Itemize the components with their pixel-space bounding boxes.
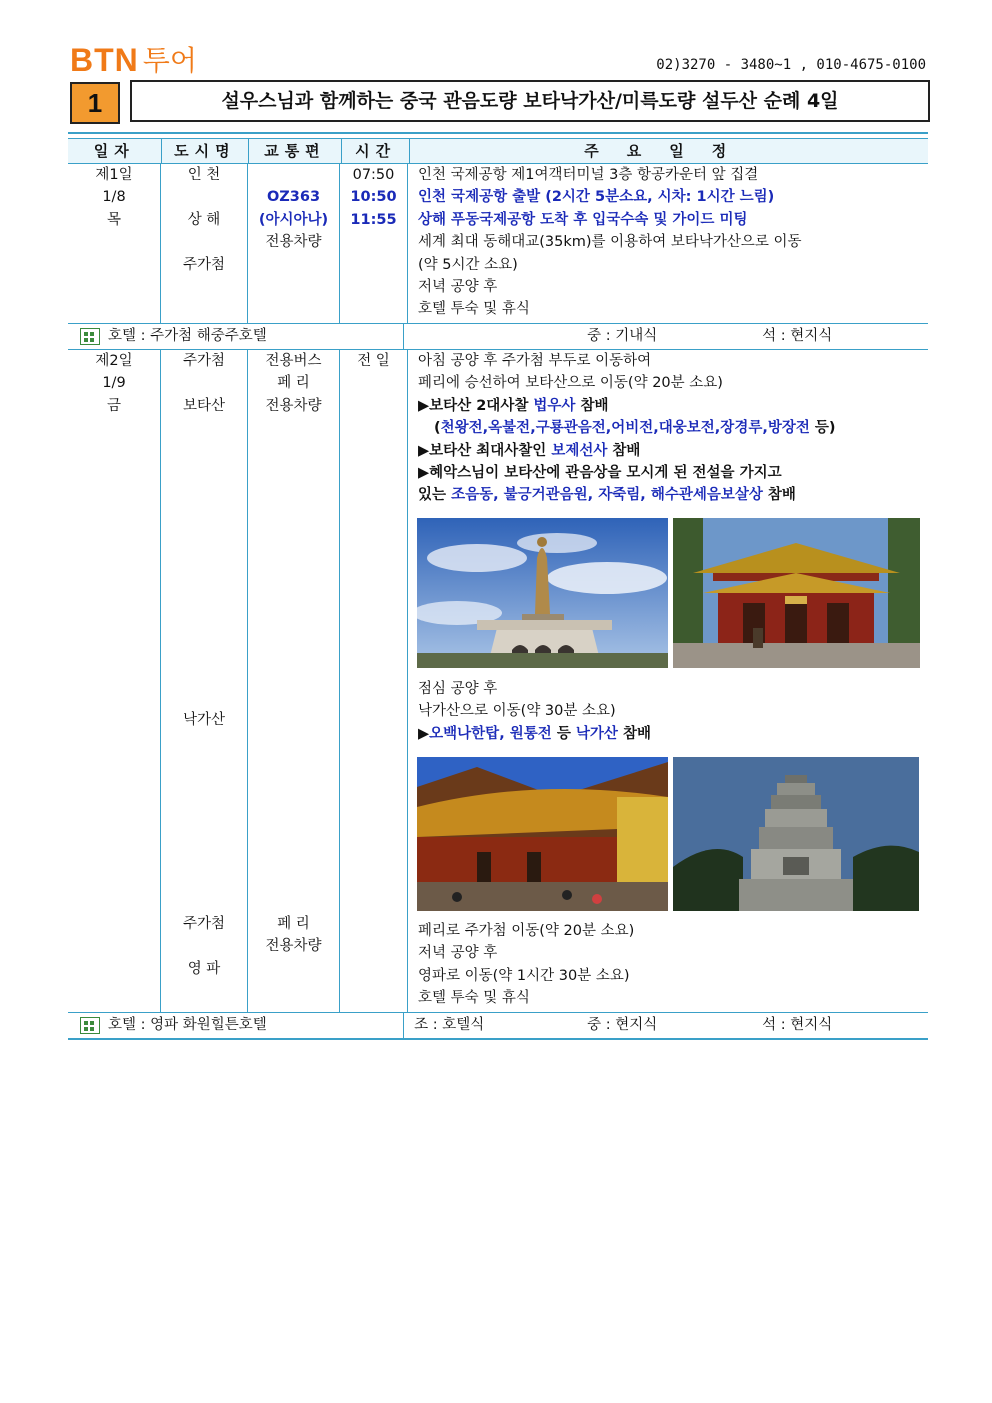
day2-meals-cell (404, 1013, 928, 1038)
logo-tour-text: 투어 (142, 44, 197, 77)
day1-hotel-row (68, 323, 928, 350)
pagoda-photo (673, 757, 919, 911)
temple-courtyard-photo (417, 757, 668, 911)
day1-vehicle: 전용차량 (265, 234, 322, 251)
day1-city-zhujiajian: 주가첨 (182, 256, 226, 273)
day1-row (68, 164, 928, 323)
day1-meal-lunch: 중 : 기내식 (587, 328, 658, 344)
itinerary-table (68, 132, 928, 1040)
header-date: 일자 (68, 139, 162, 163)
day2-date: 1/9 (102, 375, 126, 392)
day1-schedule-cell (408, 164, 928, 323)
contact-phone: 02)3270 - 3480~1 , 010-4675-0100 (656, 57, 926, 73)
day1-date: 1/8 (102, 189, 126, 206)
day1-city-cell (161, 164, 248, 323)
day2-label: 제2일 (95, 353, 133, 369)
day2-vehicle-2: 전용차량 (265, 938, 322, 954)
header-time: 시간 (342, 139, 411, 163)
day2-city-putuoshan: 보타산 (182, 397, 226, 414)
table-header (68, 139, 928, 164)
day1-weekday: 목 (106, 211, 121, 228)
day2-hotel: 호텔 : 영파 화원힐튼호텔 (108, 1017, 267, 1033)
day2-line: 호텔 투숙 및 휴식 (418, 990, 530, 1007)
day1-city-shanghai: 상 해 (187, 211, 221, 228)
day2-hotel-cell (68, 1013, 404, 1038)
day2-bus: 전용버스 (265, 353, 322, 369)
table-top-rule (68, 132, 928, 139)
day2-vehicle: 전용차량 (265, 397, 322, 414)
day1-label: 제1일 (95, 167, 133, 183)
day1-flight: OZ363 (266, 189, 321, 206)
header-city: 도시명 (162, 139, 250, 163)
day2-line: ▶오백나한탑, 원통전 등 낙가산 참배 (418, 725, 651, 742)
day2-line: 영파로 이동(약 1시간 30분 소요) (418, 967, 630, 984)
day2-line: 아침 공양 후 주가첨 부두로 이동하여 (418, 353, 652, 369)
logo-btn-text: BTN (70, 42, 139, 78)
header-transport: 교통편 (249, 139, 342, 163)
day2-date-cell (68, 350, 161, 1012)
day2-line: 있는 조음동, 불긍거관음원, 자죽림, 해수관세음보살상 참배 (418, 487, 796, 504)
day1-airline: (아시아나) (258, 211, 329, 228)
day2-line: ▶보타산 최대사찰인 보제선사 참배 (418, 442, 641, 459)
header-schedule: 주요일정 (584, 142, 755, 160)
day2-city-cell (161, 350, 248, 1012)
day2-ferry: 페 리 (277, 375, 310, 392)
day1-transport-cell (248, 164, 340, 323)
guanyin-statue-photo (417, 518, 668, 668)
day2-line: ▶보타산 2대사찰 법우사 참배 (418, 397, 609, 414)
day2-hotel-row (68, 1012, 928, 1040)
day2-mid-block (418, 678, 651, 745)
day1-time-cell (340, 164, 408, 323)
day1-schedule-line: 상해 푸동국제공항 도착 후 입국수속 및 가이드 미팅 (418, 211, 748, 228)
day1-date-cell (68, 164, 161, 323)
day1-meals-cell (404, 324, 928, 349)
day1-schedule-line: 호텔 투숙 및 휴식 (418, 301, 530, 318)
day2-line: (천왕전,옥불전,구룡관음전,어비전,대웅보전,장경루,방장전 등) (434, 420, 836, 437)
day2-meal-dinner: 석 : 현지식 (762, 1017, 833, 1033)
day2-row (68, 350, 928, 1012)
day2-schedule-cell (408, 350, 928, 1012)
day2-weekday: 금 (106, 397, 121, 414)
itinerary-number: 1 (70, 82, 120, 124)
temple-hall-photo (673, 518, 920, 668)
day2-line: 페리에 승선하여 보타산으로 이동(약 20분 소요) (418, 375, 723, 392)
day1-time-1: 07:50 (352, 167, 395, 183)
day2-bottom-block (418, 920, 634, 1010)
itinerary-title: 설우스님과 함께하는 중국 관음도량 보타낙가산/미륵도량 설두산 순례 4일 (130, 80, 930, 122)
day1-schedule-line: 인천 국제공항 출발 (2시간 5분소요, 시차: 1시간 느림) (418, 189, 775, 206)
day2-time-cell (340, 350, 408, 1012)
day2-city-zhujiajian: 주가첨 (182, 353, 226, 369)
day2-line: 저녁 공양 후 (418, 945, 498, 962)
day2-meal-breakfast: 조 : 호텔식 (414, 1017, 485, 1033)
day2-meal-lunch: 중 : 현지식 (587, 1017, 658, 1033)
day2-time: 전 일 (357, 353, 390, 369)
btn-tour-logo (70, 42, 197, 76)
day2-city-luojiashan: 낙가산 (182, 712, 226, 728)
day1-schedule-line: (약 5시간 소요) (418, 256, 518, 273)
day2-ferry-2: 페 리 (277, 916, 310, 932)
hotel-icon (80, 328, 100, 345)
hotel-icon (80, 1017, 100, 1034)
day2-line: ▶혜악스님이 보타산에 관음상을 모시게 된 전설을 가지고 (418, 465, 782, 482)
day2-city-ningbo: 영 파 (187, 961, 221, 977)
day1-schedule-line: 저녁 공양 후 (418, 279, 498, 296)
day1-time-3: 11:55 (350, 211, 397, 228)
day2-city-zhujiajian-2: 주가첨 (182, 916, 226, 932)
day1-schedule-line: 세계 최대 동해대교(35km)를 이용하여 보타낙가산으로 이동 (418, 234, 802, 251)
day1-time-2: 10:50 (350, 189, 397, 206)
day2-line: 낙가산으로 이동(약 30분 소요) (418, 703, 616, 720)
day1-hotel: 호텔 : 주가첨 해중주호텔 (108, 328, 267, 344)
day1-city-incheon: 인 천 (187, 167, 221, 183)
day1-meal-dinner: 석 : 현지식 (762, 328, 833, 344)
day2-line: 페리로 주가첨 이동(약 20분 소요) (418, 923, 635, 939)
day1-hotel-cell (68, 324, 404, 349)
day1-schedule-line: 인천 국제공항 제1여객터미널 3층 항공카운터 앞 집결 (418, 167, 759, 183)
day2-line: 점심 공양 후 (418, 681, 498, 697)
day2-transport-cell (248, 350, 340, 1012)
